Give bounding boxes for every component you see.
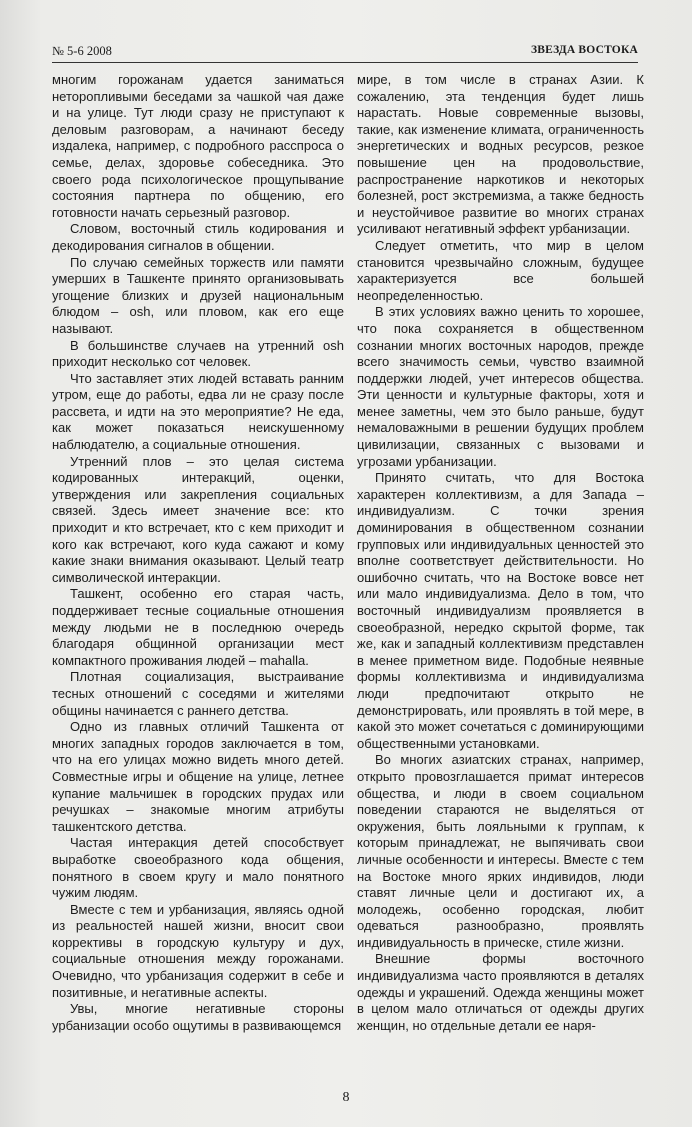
paragraph: Утренний плов – это целая система кодированных интеракций, оценки, утверждения или закрепления социальных связей. Здесь имеет значение все: кто приходит и кто встречает, кто с кем приходит и кого как встречают, кого куда сажают и кому какие знаки внимания оказывают. Целый театр символической интеракции. — [52, 453, 344, 585]
paragraph: В этих условиях важно ценить то хорошее, что пока сохраняется в общественном сознании многих восточных народов, прежде всего значимость семьи, чувство взаимной поддержки людей, учет интересов общества. Эти ценности и культурные факторы, хотя и менее заметны, чем это было раньше, будут немаловажными в решении будущих проблем цивилизации, связанных с вызовами и угрозами урбанизации. — [357, 304, 644, 469]
paragraph: Во многих азиатских странах, например, открыто провозглашается примат интересов общества, и люди в своем социальном поведении стараются не выделяться от окружения, быть лояльными к группам, к которым принадлежат, не выпячивать свои личные особенности и интересы. Вместе с тем на Востоке много ярких индивидов, люди ставят личные цели и достигают их, а молодежь, особенно городская, любит одеваться разнообразно, проявлять индивидуальность в прическе, стиле жизни. — [357, 752, 644, 950]
paragraph: Словом, восточный стиль кодирования и декодирования сигналов в общении. — [52, 221, 344, 253]
paragraph: Что заставляет этих людей вставать ранним утром, еще до работы, едва ли не сразу после рассвета, и идти на это мероприятие? Не еда, как может показаться неискушенному наблюдателю, а социальные отношения. — [52, 370, 344, 453]
paragraph: Принято считать, что для Востока характерен коллективизм, а для Запада – индивидуализм. С точки зрения доминирования в общественном сознании групповых или индивидуальных ценностей это вполне соответствует действительности. Но ошибочно считать, что на Востоке вовсе нет или мало индивидуализма. Дело в том, что восточный индивидуализм проявляется в своеобразной, нередко скрытой форме, так же, как и западный коллективизм представлен в менее приметном виде. Подобные неявные формы коллективизма и индивидуализма люди предпочитают открыто не демонстрировать, или проявлять в той мере, в какой это может сочетаться с доминирующими общественными установками. — [357, 470, 644, 751]
paragraph: Увы, многие негативные стороны урбанизации особо ощутимы в развивающемся — [52, 1001, 344, 1033]
issue-number: № 5-6 2008 — [52, 44, 112, 58]
paragraph: Частая интеракция детей способствует выработке своеобразного кода общения, понятного в своем кругу и мало понятного чужим людям. — [52, 835, 344, 901]
page-number: 8 — [342, 1090, 350, 1105]
right-column — [357, 72, 644, 1034]
left-column — [52, 72, 344, 1034]
magazine-title: ЗВЕЗДА ВОСТОКА — [531, 44, 638, 56]
running-header — [52, 44, 638, 63]
paragraph: В большинстве случаев на утренний osh приходит несколько сот человек. — [52, 337, 344, 370]
paragraph: Плотная социализация, выстраивание тесных отношений с соседями и жителями общины начинается с раннего детства. — [52, 669, 344, 718]
paragraph: мире, в том числе в странах Азии. К сожалению, эта тенденция будет лишь нарастать. Новые современные вызовы, такие, как изменение климата, ограниченность энергетических и водных ресурсов, резкое повышение цен на продовольствие, распространение наркотиков и некоторых болезней, рост экстремизма, а также бедность и неустойчивое развитие во многих странах усиливают негативный эффект урбанизации. — [357, 72, 644, 237]
paragraph: многим горожанам удается заниматься неторопливыми беседами за чашкой чая даже и на улице. Тут люди сразу не приступают к деловым разговорам, а начинают беседу издалека, например, с подробного расспроса о семье, делах, здоровье собеседника. Это своего рода психологическое прощупывание состояния партнера по общению, его готовности начать серьезный разговор. — [52, 72, 344, 220]
paragraph: Одно из главных отличий Ташкента от многих западных городов заключается в том, что на его улицах можно видеть много детей. Совместные игры и общение на улице, летнее купание мальчишек в городских прудах или речушках – знакомые многим атрибуты ташкентского детства. — [52, 719, 344, 834]
paragraph: Вместе с тем и урбанизация, являясь одной из реальностей нашей жизни, вносит свои коррективы в городскую культуру и дух, социальные отношения между горожанами. Очевидно, что урбанизация содержит в себе и позитивные, и негативные аспекты. — [52, 901, 344, 1000]
paragraph: Следует отметить, что мир в целом становится чрезвычайно сложным, будущее характеризуется все большей неопределенностью. — [357, 237, 644, 303]
paragraph: По случаю семейных торжеств или памяти умерших в Ташкенте принято организовывать угощение близких и друзей национальным блюдом – osh, или пловом, как его еще называют. — [52, 254, 344, 336]
paragraph: Ташкент, особенно его старая часть, поддерживает тесные социальные отношения между людьми не в последнюю очередь благодаря общинной организации мест компактного проживания людей – mahalla. — [52, 586, 344, 668]
paragraph: Внешние формы восточного индивидуализма часто проявляются в деталях одежды и украшений. Одежда женщины может в целом мало отличаться от одежды других женщин, но отдельные детали ее наря- — [357, 951, 644, 1033]
